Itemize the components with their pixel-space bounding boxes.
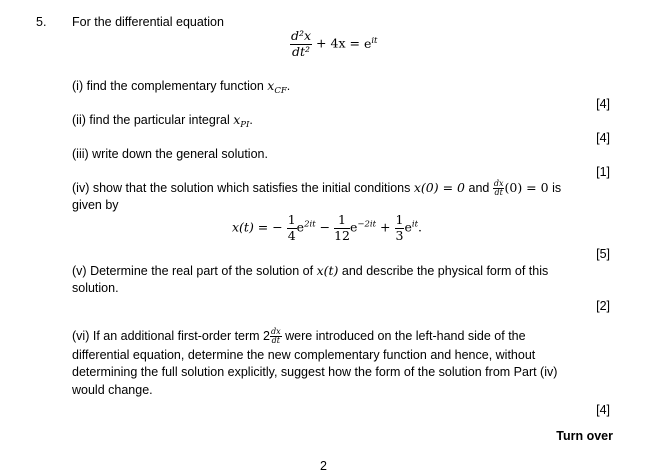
exp-base: e: [404, 219, 412, 235]
fraction-numerator: 1: [287, 212, 296, 227]
part-tail: .: [249, 113, 253, 127]
part-vi-line2: differential equation, determine the new complementary function and hence, without: [72, 348, 536, 362]
is-word: is: [552, 181, 562, 195]
marks-part-iv: [5]: [596, 247, 610, 261]
marks-part-ii: [4]: [596, 131, 610, 145]
operator-minus: −: [319, 219, 331, 235]
question-number: 5.: [36, 15, 47, 29]
fraction-denominator: dt: [271, 336, 280, 346]
term1-coefficient: [287, 214, 297, 242]
part-text: find the complementary function: [86, 79, 264, 93]
first-order-fraction: [270, 328, 282, 345]
part-v: [72, 263, 548, 279]
part-iv-line2: given by: [72, 198, 119, 212]
fraction-numerator: 1: [395, 212, 404, 227]
exp-power: 2it: [304, 219, 316, 230]
part-text: Determine the real part of the solution of: [90, 264, 314, 278]
part-text: write down the general solution.: [92, 147, 268, 161]
part-label: (v): [72, 264, 87, 278]
part-label: (vi): [72, 329, 90, 343]
exp-base: e: [349, 219, 358, 235]
part-label: (i): [72, 79, 84, 93]
differential-equation: [290, 30, 377, 58]
and-word: and: [468, 181, 490, 195]
fraction-numerator: 1: [334, 214, 350, 229]
part-math: x(t): [316, 263, 339, 278]
exp-base: e: [363, 35, 372, 51]
term2-coefficient: [334, 214, 350, 242]
fraction-numerator: d²x: [291, 28, 312, 43]
expression-end: .: [418, 219, 422, 235]
fraction-denominator: dt²: [292, 43, 311, 59]
part-math: [267, 78, 287, 96]
fraction-denominator: 3: [395, 227, 404, 243]
exp-power: −2it: [357, 219, 377, 230]
part-vi-line3: determining the full solution explicitly, suggest how the form of the solution from Part (iv): [72, 365, 558, 379]
part-iv: [72, 180, 561, 197]
part-label: (iii): [72, 147, 89, 161]
question-intro: For the differential equation: [72, 15, 224, 29]
condition-tail: (0) = 0: [504, 180, 549, 195]
part-v-line2: solution.: [72, 281, 119, 295]
part-text: find the particular integral: [89, 113, 230, 127]
fraction-denominator: 4: [287, 227, 296, 243]
part-text-2: and describe the physical form of this: [341, 264, 549, 278]
part-i: [72, 78, 290, 94]
part-math: [233, 112, 250, 130]
turn-over: Turn over: [556, 429, 613, 443]
fraction-numerator: dx: [493, 179, 504, 188]
derivative-fraction: [493, 180, 505, 197]
exp-power: it: [371, 35, 378, 46]
equation-middle: + 4x =: [316, 35, 360, 51]
part-text: If an additional first-order term 2: [92, 329, 271, 343]
part-text: show that the solution which satisfies the initial conditions: [92, 181, 411, 195]
operator-plus: +: [380, 219, 391, 235]
fraction-denominator: dt: [494, 188, 503, 197]
part-ii: [72, 112, 253, 128]
math-subscript: CF: [274, 86, 287, 96]
math-subscript: PI: [240, 120, 250, 130]
term3-coefficient: [395, 214, 405, 242]
part-iii: [72, 146, 268, 162]
part-vi: [72, 328, 526, 345]
second-derivative-fraction: [290, 30, 312, 58]
math-variable: x: [233, 112, 241, 127]
page-number: 2: [320, 459, 327, 473]
initial-condition-1: x(0) = 0: [413, 180, 466, 195]
initial-condition-2: [493, 180, 549, 195]
marks-part-i: [4]: [596, 97, 610, 111]
part-vi-line4: would change.: [72, 383, 153, 397]
part-label: (iv): [72, 181, 90, 195]
exp-base: e: [296, 219, 305, 235]
marks-part-vi: [4]: [596, 403, 610, 417]
fraction-denominator: 12: [334, 227, 350, 243]
exp-power: it: [411, 219, 419, 230]
marks-part-iii: [1]: [596, 165, 610, 179]
math-variable: x: [267, 78, 275, 93]
solution-expression: [232, 214, 422, 242]
solution-lhs: x(t) = −: [232, 219, 283, 235]
equation-rhs: [364, 36, 378, 51]
part-text-2: were introduced on the left-hand side of the: [285, 329, 526, 343]
part-tail: .: [286, 79, 291, 93]
fraction-numerator: dx: [271, 327, 281, 337]
part-label: (ii): [72, 113, 86, 127]
marks-part-v: [2]: [596, 299, 610, 313]
